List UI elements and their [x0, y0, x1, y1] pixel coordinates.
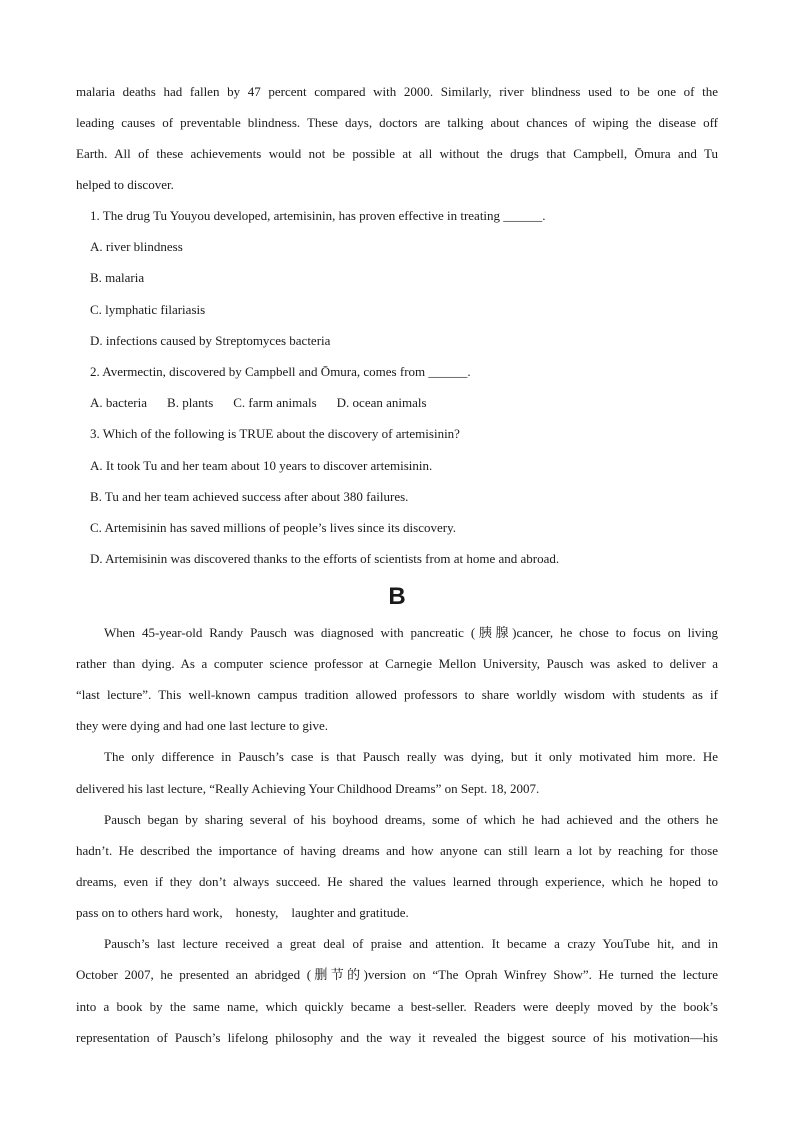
passage-b-line-3: “last lecture”. This well-known campus tradition allowed professors to share worldly wisdom with students as if [76, 687, 718, 702]
question-3-option-b: B. Tu and her team achieved success after about 380 failures. [90, 489, 409, 504]
question-3-option-c: C. Artemisinin has saved millions of people’s lives since its discovery. [90, 520, 456, 535]
question-2-options [90, 395, 710, 411]
section-heading: B [388, 583, 406, 610]
question-1-option-c: C. lymphatic filariasis [90, 302, 206, 317]
question-1-option-b: B. malaria [90, 270, 145, 285]
passage-b-line-9: dreams, even if they don’t always succeed. He shared the values learned through experience, which he hoped to [76, 874, 718, 889]
passage-b-line-5: The only difference in Pausch’s case is that Pausch really was dying, but it only motivated him more. He [104, 749, 718, 764]
passage-b-line-12: October 2007, he presented an abridged (删节的)version on “The Oprah Winfrey Show”. He turned the lecture [76, 967, 718, 982]
question-3-option-a: A. It took Tu and her team about 10 years to discover artemisinin. [90, 458, 433, 473]
passage-b-line-14: representation of Pausch’s lifelong philosophy and the way it revealed the biggest source of his motivation—his [76, 1030, 718, 1045]
question-1-option-d: D. infections caused by Streptomyces bacteria [90, 333, 331, 348]
passage-b-line-8: hadn’t. He described the importance of having dreams and how anyone can still learn a lot by reaching for those [76, 843, 718, 858]
question-2-option-b: B. plants [167, 395, 214, 410]
passage-b-line-7: Pausch began by sharing several of his boyhood dreams, some of which he had achieved and the others he [104, 812, 718, 827]
passage-a-line-2: leading causes of preventable blindness. These days, doctors are talking about chances of wiping the disease off [76, 115, 718, 130]
passage-b-line-6: delivered his last lecture, “Really Achieving Your Childhood Dreams” on Sept. 18, 2007. [76, 781, 540, 796]
question-2-option-a: A. bacteria [90, 395, 148, 410]
passage-a-line-4: helped to discover. [76, 177, 174, 192]
passage-b-line-4: they were dying and had one last lecture to give. [76, 718, 328, 733]
question-2-option-c: C. farm animals [233, 395, 317, 410]
question-3-option-d: D. Artemisinin was discovered thanks to the efforts of scientists from at home and abroad. [90, 551, 560, 566]
passage-b-line-10: pass on to others hard work, honesty, laughter and gratitude. [76, 905, 409, 920]
question-1-stem: 1. The drug Tu Youyou developed, artemisinin, has proven effective in treating ______. [90, 208, 546, 223]
passage-b-line-13: into a book by the same name, which quickly became a best-seller. Readers were deeply moved by the book’s [76, 999, 718, 1014]
question-2-stem: 2. Avermectin, discovered by Campbell and Ōmura, comes from ______. [90, 364, 471, 379]
passage-b-line-11: Pausch’s last lecture received a great deal of praise and attention. It became a crazy YouTube hit, and in [104, 936, 718, 951]
passage-a-line-1: malaria deaths had fallen by 47 percent compared with 2000. Similarly, river blindness used to be one of the [76, 84, 718, 99]
question-2-option-d: D. ocean animals [336, 395, 427, 410]
passage-b-line-2: rather than dying. As a computer science professor at Carnegie Mellon University, Pausch was asked to deliver a [76, 656, 718, 671]
passage-b-line-1: When 45-year-old Randy Pausch was diagnosed with pancreatic (胰腺)cancer, he chose to focus on living [104, 625, 718, 640]
passage-a-line-3: Earth. All of these achievements would not be possible at all without the drugs that Campbell, Ōmura and Tu [76, 146, 718, 161]
question-1-option-a: A. river blindness [90, 239, 183, 254]
question-3-stem: 3. Which of the following is TRUE about the discovery of artemisinin? [90, 426, 460, 441]
